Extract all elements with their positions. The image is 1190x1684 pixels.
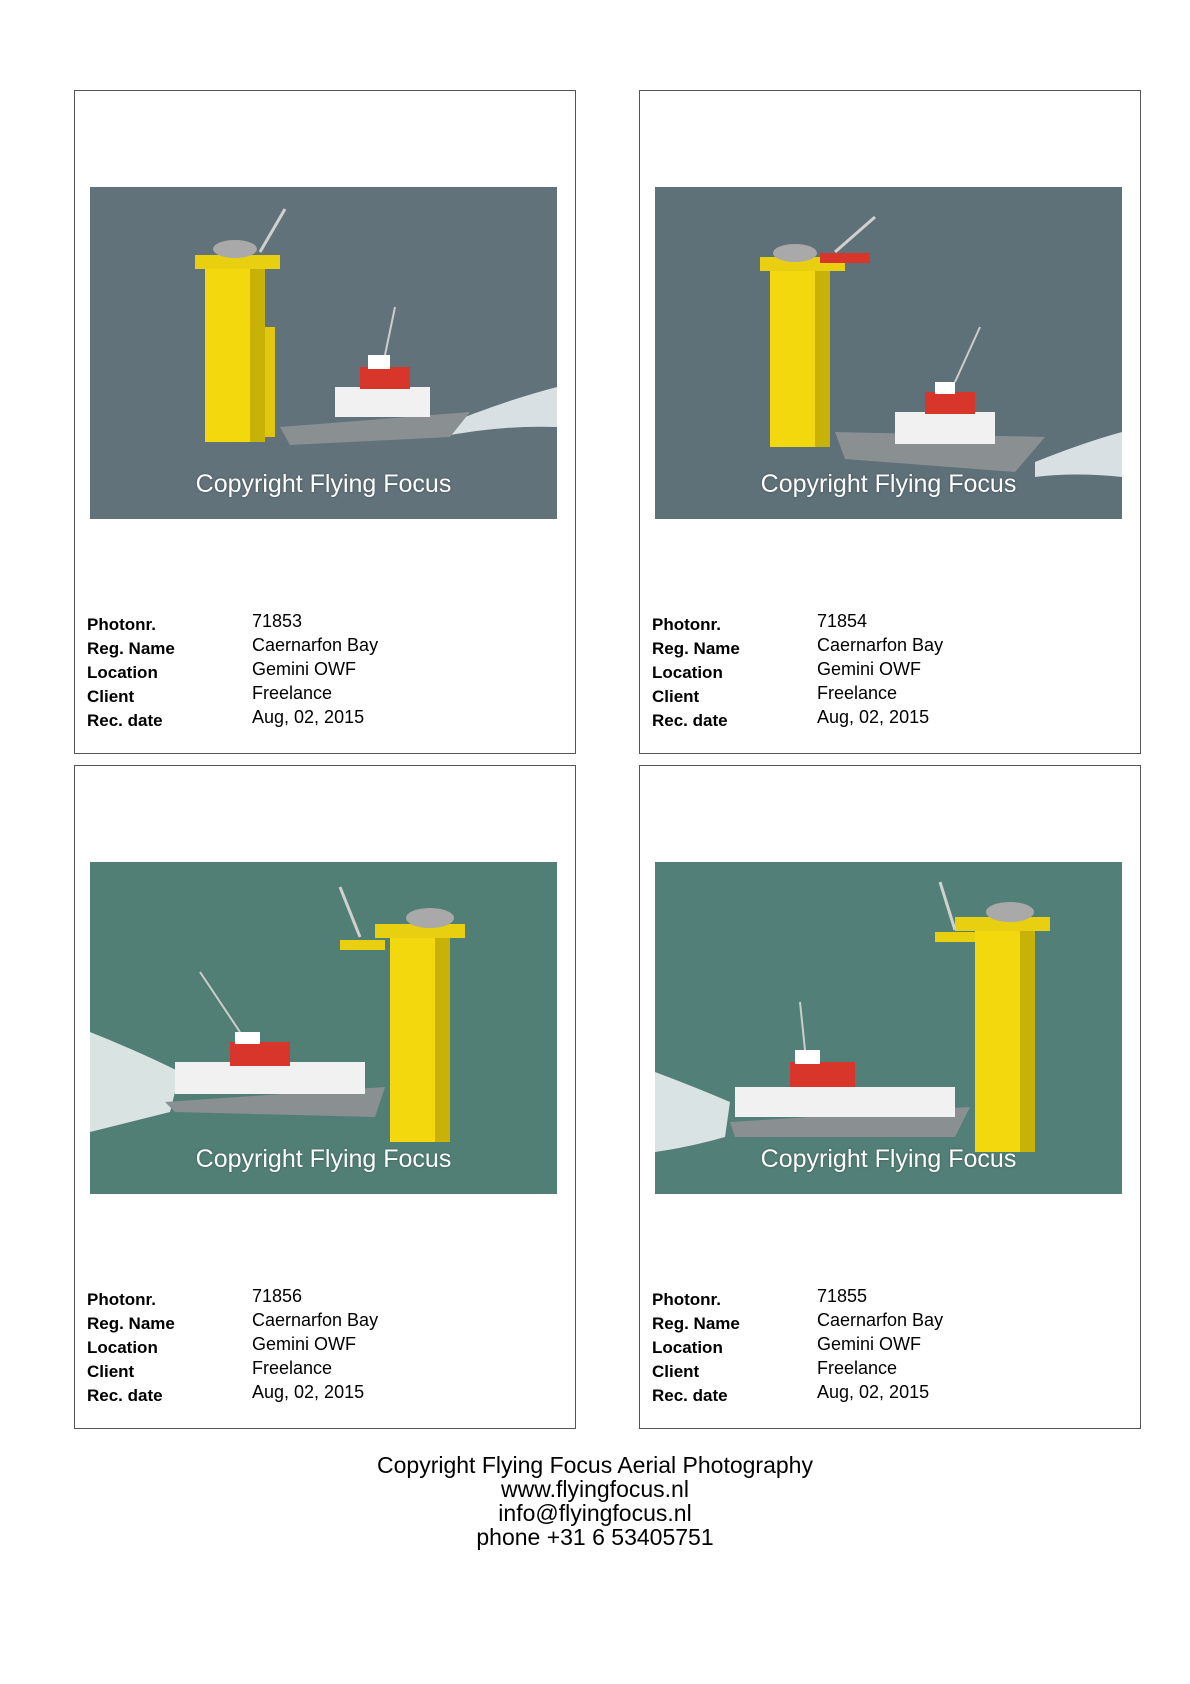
location-label: Location	[652, 1338, 723, 1357]
reg-name-label: Reg. Name	[87, 639, 175, 658]
reg-name-value: Caernarfon Bay	[817, 635, 944, 655]
rec-date-value: Aug, 02, 2015	[817, 707, 930, 727]
reg-name-label: Reg. Name	[652, 1314, 740, 1333]
location-label: Location	[87, 663, 158, 682]
photonr-label: Photonr.	[652, 1290, 721, 1309]
phone-number: phone +31 6 53405751	[476, 1524, 714, 1550]
copyright-line: Copyright Flying Focus Aerial Photography	[377, 1452, 813, 1478]
client-label: Client	[652, 1362, 700, 1381]
location-label: Location	[87, 1338, 158, 1357]
photo-card	[639, 90, 1141, 754]
website-link[interactable]: www.flyingfocus.nl	[501, 1476, 689, 1502]
photonr-value: 71854	[817, 611, 868, 631]
rec-date-value: Aug, 02, 2015	[252, 1382, 365, 1402]
reg-name-value: Caernarfon Bay	[252, 635, 379, 655]
photo-card	[74, 90, 576, 754]
rec-date-label: Rec. date	[87, 1386, 163, 1405]
photonr-label: Photonr.	[87, 1290, 156, 1309]
photo-metadata	[87, 1286, 557, 1406]
rec-date-label: Rec. date	[652, 711, 728, 730]
photo-metadata	[652, 1286, 1122, 1406]
photonr-value: 71856	[252, 1286, 303, 1306]
photonr-label: Photonr.	[652, 615, 721, 634]
client-label: Client	[87, 1362, 135, 1381]
photo-card	[639, 765, 1141, 1429]
reg-name-label: Reg. Name	[87, 1314, 175, 1333]
reg-name-label: Reg. Name	[652, 639, 740, 658]
location-label: Location	[652, 663, 723, 682]
rec-date-label: Rec. date	[652, 1386, 728, 1405]
photo	[90, 187, 557, 519]
contact-footer	[0, 1453, 1190, 1549]
photonr-label: Photonr.	[87, 615, 156, 634]
photo	[90, 862, 557, 1194]
photo-metadata	[652, 611, 1122, 731]
reg-name-value: Caernarfon Bay	[817, 1310, 944, 1330]
watermark: Copyright Flying Focus	[760, 1145, 1017, 1173]
client-value: Freelance	[252, 683, 333, 703]
rec-date-value: Aug, 02, 2015	[252, 707, 365, 727]
client-value: Freelance	[817, 683, 898, 703]
client-label: Client	[87, 687, 135, 706]
location-value: Gemini OWF	[817, 1334, 922, 1354]
photo-card	[74, 765, 576, 1429]
watermark: Copyright Flying Focus	[195, 470, 452, 498]
photo-metadata	[87, 611, 557, 731]
client-value: Freelance	[252, 1358, 333, 1378]
reg-name-value: Caernarfon Bay	[252, 1310, 379, 1330]
client-label: Client	[652, 687, 700, 706]
photo	[655, 187, 1122, 519]
photonr-value: 71855	[817, 1286, 868, 1306]
rec-date-value: Aug, 02, 2015	[817, 1382, 930, 1402]
photo	[655, 862, 1122, 1194]
rec-date-label: Rec. date	[87, 711, 163, 730]
photonr-value: 71853	[252, 611, 303, 631]
location-value: Gemini OWF	[817, 659, 922, 679]
watermark: Copyright Flying Focus	[195, 1145, 452, 1173]
client-value: Freelance	[817, 1358, 898, 1378]
location-value: Gemini OWF	[252, 1334, 357, 1354]
email-link[interactable]: info@flyingfocus.nl	[498, 1500, 692, 1526]
location-value: Gemini OWF	[252, 659, 357, 679]
watermark: Copyright Flying Focus	[760, 470, 1017, 498]
